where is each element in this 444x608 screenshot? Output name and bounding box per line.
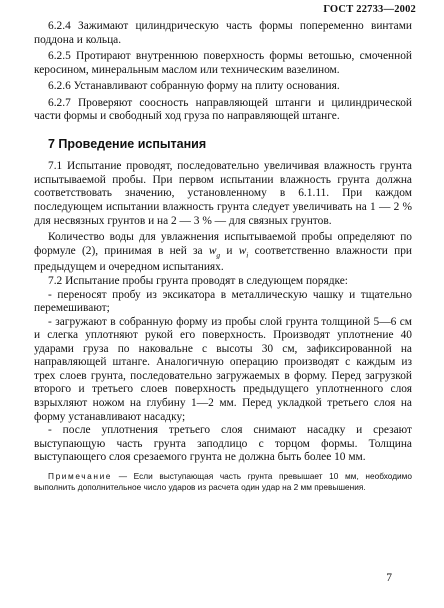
paragraph-6-2-7: 6.2.7 Проверяют соосность направляющей штанги и цилиндрической части формы и свободный ход груза по направляющей штанге. — [34, 96, 412, 123]
symbol-w-g: $w_g$ — [208, 244, 221, 259]
page-number: 7 — [386, 572, 392, 584]
note-text: — Если выступающая часть грунта превышает 10 мм, необходимо выполнить дополнительное число ударов из расчета один удар на 2 мм превышения. — [34, 470, 412, 492]
section-7-heading: 7 Проведение испытания — [48, 136, 207, 151]
list-item: - переносят пробу из эксикатора в металлическую чашку и тщательно перемешивают; — [34, 288, 412, 315]
document-code-header: ГОСТ 22733—2002 — [323, 4, 416, 15]
page-content — [34, 20, 412, 493]
paragraph-6-2-4: 6.2.4 Зажимают цилиндрическую часть формы попеременно винтами поддона и кольца. — [34, 20, 412, 46]
paragraph-6-2-5: 6.2.5 Протирают внутреннюю поверхность формы ветошью, смоченной керосином, минеральным маслом или техническим вазелином. — [34, 50, 412, 76]
paragraph-7-2: 7.2 Испытание пробы грунта проводят в следующем порядке: — [48, 275, 348, 288]
symbol-w-i: $w_i$ — [238, 244, 249, 259]
water-text-start: Количество воды для увлажнения испытываемой пробы определяют по формуле (2), принимая в ней за — [34, 231, 412, 257]
water-text-end: соответственно влажности при предыдущем и очередном испытаниях. — [34, 244, 412, 274]
list-item: - после уплотнения третьего слоя снимают насадку и срезают выступающую часть грунта заподлицо с торцом формы. Толщина выступающего слоя срезаемого грунта не должна быть более 10 мм. — [34, 424, 412, 464]
paragraph-7-1-water: Количество воды для увлажнения испытываемой пробы определяют по формуле (2), принимая в ней за $w_g$ и $w_i$ соответственно влажности при предыдущем и очередном испытаниях. — [34, 231, 412, 274]
paragraph-6-2-6: 6.2.6 Устанавливают собранную форму на плиту основания. — [48, 80, 340, 93]
note-block — [34, 471, 412, 493]
paragraph-7-1: 7.1 Испытание проводят, последовательно увеличивая влажность грунта испытываемой пробы. При первом испытании влажность грунта должна соответствовать значению, установленному в 6.1.11. При каждом последующем испытании влажность грунта следует увеличивать на 1 — 2 % для несвязных грунтов и на 2 — 3 % — для связных грунтов. — [34, 160, 412, 227]
list-item: - загружают в собранную форму из пробы слой грунта толщиной 5—6 см и слегка уплотняют рукой его поверхность. Производят уплотнение 40 ударами груза по наковальне с высоты 30 см, зафиксированной на направляющей штанге. Аналогичную операцию производят с каждым из трех слоев грунта, последовательно загружаемых в форму. Перед загрузкой второго и третьего слоев поверхность предыдущего уплотненного слоя взрыхляют ножом на глубину 1—2 мм. Перед укладкой третьего слоя на форму устанавливают насадку; — [34, 315, 412, 423]
note-label: Примечание — [48, 470, 113, 481]
